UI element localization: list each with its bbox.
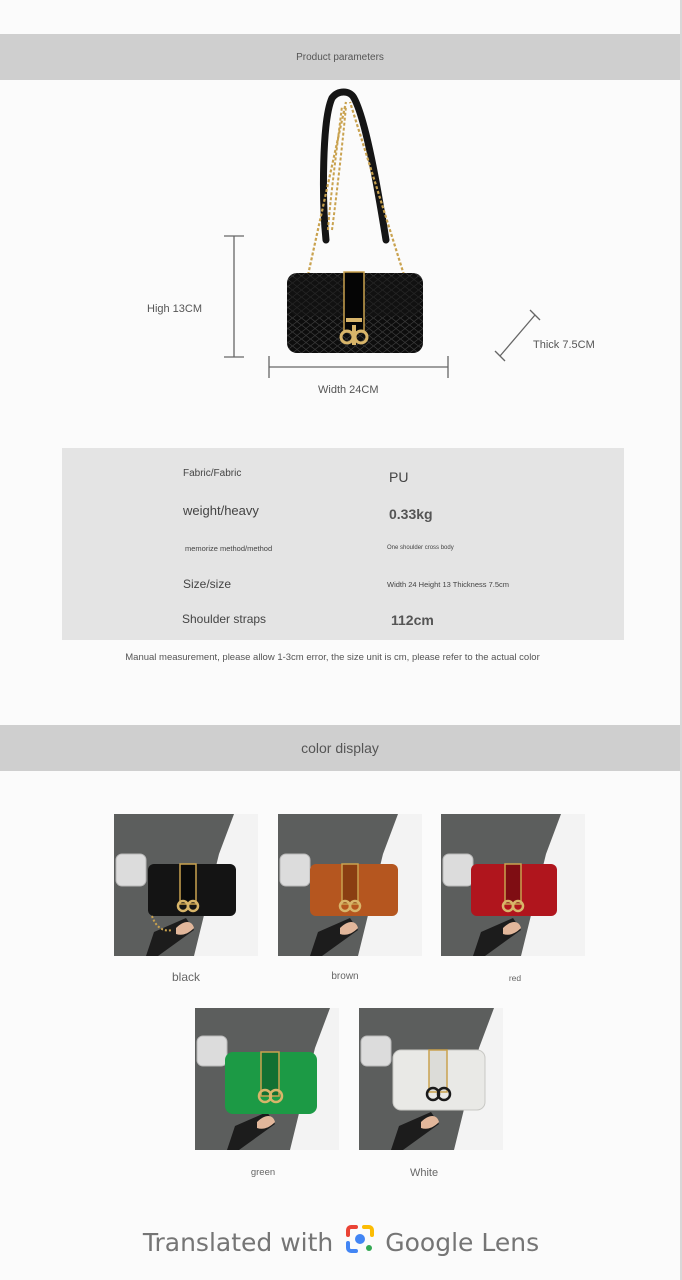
product-parameters-title: Product parameters <box>296 51 384 63</box>
param-label-weight: weight/heavy <box>183 503 259 518</box>
handbag-black-photo <box>114 814 258 956</box>
color-label-black: black <box>171 970 200 984</box>
handbag-white-photo <box>359 1008 503 1150</box>
color-thumb-black[interactable] <box>114 814 258 956</box>
dimension-width: Width 24CM <box>318 384 379 396</box>
param-label-fabric: Fabric/Fabric <box>183 468 242 479</box>
param-label-size: Size/size <box>183 577 232 591</box>
handbag-black-illustration <box>0 80 680 420</box>
watermark-prefix: Translated with <box>142 1227 334 1257</box>
product-figure <box>0 80 680 420</box>
handbag-brown-photo <box>278 814 422 956</box>
handbag-red-photo <box>441 814 585 956</box>
color-thumb-white[interactable] <box>359 1008 503 1150</box>
watermark-brand: Google Lens <box>385 1227 540 1257</box>
param-value-fabric: PU <box>389 469 409 485</box>
param-label-method: memorize method/method <box>185 544 273 553</box>
parameters-table <box>62 448 624 640</box>
color-display-title: color display <box>301 740 379 756</box>
param-label-straps: Shoulder straps <box>182 612 267 626</box>
color-label-brown: brown <box>331 971 359 982</box>
measurement-note: Manual measurement, please allow 1-3cm error, the size unit is cm, please refer to the actual color <box>125 652 540 663</box>
color-thumb-green[interactable] <box>195 1008 339 1150</box>
param-value-method: One shoulder cross body <box>387 545 454 551</box>
google-lens-icon <box>345 1224 375 1260</box>
google-lens-watermark <box>0 1222 682 1262</box>
color-label-green: green <box>250 1167 276 1178</box>
param-value-weight: 0.33kg <box>389 506 433 522</box>
param-value-size: Width 24 Height 13 Thickness 7.5cm <box>387 580 510 589</box>
color-thumb-brown[interactable] <box>278 814 422 956</box>
dimension-height: High 13CM <box>147 303 203 315</box>
color-label-white: White <box>409 1167 439 1179</box>
dimension-thickness: Thick 7.5CM <box>533 339 595 351</box>
color-display-header <box>0 725 680 771</box>
param-value-straps: 112cm <box>391 612 434 628</box>
handbag-green-photo <box>195 1008 339 1150</box>
color-label-red: red <box>508 973 522 983</box>
color-thumb-red[interactable] <box>441 814 585 956</box>
product-parameters-header <box>0 34 680 80</box>
